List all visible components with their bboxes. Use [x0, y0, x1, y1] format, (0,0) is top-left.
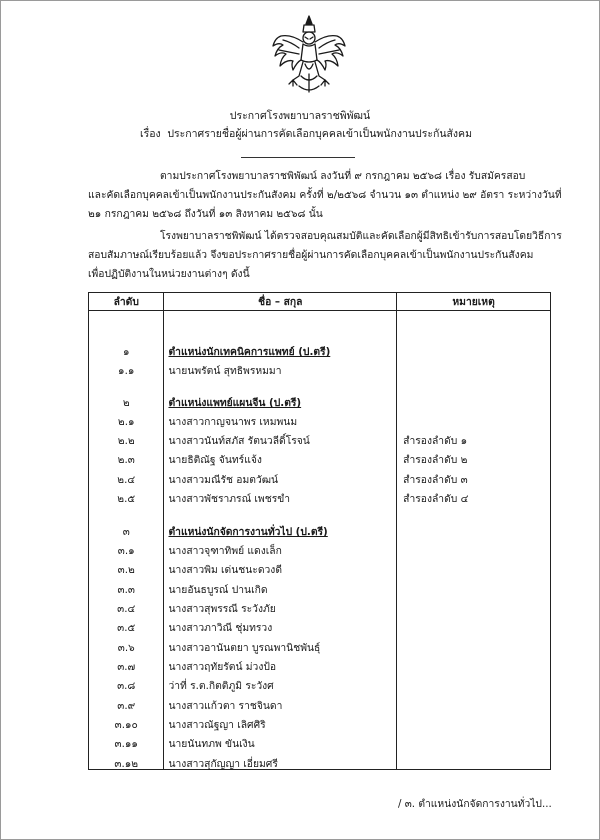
col-number [89, 311, 164, 770]
position-heading: ตำแหน่งแพทย์แผนจีน (ป.ตรี) [168, 397, 302, 409]
candidate-name: นางสาวสุพรรณี ระวังภัย [168, 603, 276, 615]
garuda-emblem-icon [269, 12, 349, 98]
row-number: ๓.๗ [117, 661, 136, 673]
col-header-name: ชื่อ – สกุล [164, 293, 397, 311]
col-remark [397, 311, 551, 770]
reserve-remark: สำรองลำดับ ๑ [403, 435, 468, 447]
position-heading: ตำแหน่งนักเทคนิคการแพทย์ (ป.ตรี) [168, 346, 331, 358]
candidate-name: นางสาวพิม เด่นชนะดวงดี [168, 564, 283, 576]
subject-text: ประกาศรายชื่อผู้ผ่านการคัดเลือกบุคคลเข้าเป็นพนักงานประกันสังคม [167, 128, 473, 140]
candidate-name: นางสาวแก้วตา ราชจินดา [168, 700, 283, 712]
row-number: ๓.๙ [117, 700, 136, 712]
row-number: ๒.๑ [117, 416, 135, 428]
candidate-name: นางสาวสุกัญญา เอี่ยมศรี [168, 758, 278, 770]
col-name [164, 311, 397, 770]
row-number: ๓.๑๑ [114, 738, 138, 750]
row-number: ๓.๑ [117, 545, 135, 557]
section-number: ๓ [122, 526, 130, 538]
subject-label: เรื่อง [140, 128, 161, 140]
reserve-remark: สำรองลำดับ ๒ [403, 454, 468, 466]
candidate-name: นางสาวมณีรัช อมตวัฒน์ [168, 474, 279, 486]
row-number: ๓.๘ [117, 680, 136, 692]
row-number: ๓.๖ [117, 642, 135, 654]
candidate-name: นางสาวกาญจนาพร เหมพนม [168, 416, 298, 428]
candidate-name: นายอันธบูรณ์ ปานเกิด [168, 584, 268, 596]
candidate-name: นางสาวจุฑาทิพย์ แดงเล็ก [168, 545, 282, 557]
candidate-name: นางสาวอานันตยา บูรณพานิชพันธุ์ [168, 642, 321, 654]
paragraph-1-line-2: และคัดเลือกบุคคลเข้าเป็นพนักงานประกันสังคม ครั้งที่ ๒/๒๕๖๘ จำนวน ๑๓ ตำแหน่ง ๒๙ อัตรา ระหว่างวันที่ [88, 189, 562, 201]
row-number: ๓.๕ [117, 622, 136, 634]
section-number: ๑ [122, 346, 130, 358]
candidate-name: นางสาวภาวิณี ชุ่มทรวง [168, 622, 273, 634]
candidate-name: นางสาวนันท์สภัส รัตนวลีดิ์โรจน์ [168, 435, 310, 447]
row-number: ๒.๕ [117, 493, 136, 505]
row-number: ๑.๑ [118, 365, 135, 377]
continued-note: / ๓. ตำแหน่งนักจัดการงานทั่วไป... [398, 798, 552, 810]
paragraph-2-line-3: เพื่อปฏิบัติงานในหน่วยงานต่างๆ ดังนี้ [88, 268, 250, 280]
reserve-remark: สำรองลำดับ ๔ [403, 493, 469, 505]
candidate-name: นางสาวพัชราภรณ์ เพชรขำ [168, 493, 291, 505]
col-header-remark: หมายเหตุ [397, 293, 551, 311]
row-number: ๓.๒ [117, 564, 135, 576]
title-divider [241, 157, 355, 158]
candidate-name: นายนพรัตน์ สุทธิพรหมมา [168, 365, 282, 377]
table-body-row [89, 311, 551, 770]
candidate-name: นายธิติณัฐ จันทร์แจ้ง [168, 454, 262, 466]
paragraph-1-line-1: ตามประกาศโรงพยาบาลราชพิพัฒน์ ลงวันที่ ๙ กรกฎาคม ๒๕๖๘ เรื่อง รับสมัครสอบ [160, 170, 526, 182]
candidate-name: นางสาวณัฐญา เลิศศิริ [168, 719, 266, 731]
position-heading: ตำแหน่งนักจัดการงานทั่วไป (ป.ตรี) [168, 526, 328, 538]
org-title: ประกาศโรงพยาบาลราชพิพัฒน์ [229, 110, 371, 122]
col-header-number: ลำดับ [89, 293, 164, 311]
row-number: ๒.๓ [117, 454, 135, 466]
candidate-name: นางสาวฤทัยรัตน์ ม่วงป้อ [168, 661, 277, 673]
row-number: ๓.๑๒ [114, 758, 139, 770]
paragraph-2-line-2: สอบสัมภาษณ์เรียบร้อยแล้ว จึงขอประกาศรายชื่อผู้ผ่านการคัดเลือกบุคคลเข้าเป็นพนักงานประกันสังคม [88, 249, 534, 261]
table-header-row [89, 293, 551, 311]
paragraph-1-line-3: ๒๑ กรกฎาคม ๒๕๖๘ ถึงวันที่ ๑๓ สิงหาคม ๒๕๖๘ นั้น [88, 208, 323, 220]
candidate-table [88, 292, 551, 770]
candidate-name: ว่าที่ ร.ต.กิตติภูมิ ระวังศ [168, 680, 274, 692]
row-number: ๓.๓ [117, 584, 135, 596]
reserve-remark: สำรองลำดับ ๓ [403, 474, 468, 486]
row-number: ๒.๒ [117, 435, 135, 447]
section-number: ๒ [122, 397, 130, 409]
paragraph-2-line-1: โรงพยาบาลราชพิพัฒน์ ได้ตรวจสอบคุณสมบัติและคัดเลือกผู้มีสิทธิเข้ารับการสอบโดยวิธีการ [160, 230, 562, 242]
row-number: ๓.๔ [117, 603, 136, 615]
row-number: ๒.๔ [117, 474, 136, 486]
row-number: ๓.๑๐ [114, 719, 138, 731]
candidate-name: นายนันทภพ ขันเงิน [168, 738, 255, 750]
subject-line [140, 127, 472, 141]
